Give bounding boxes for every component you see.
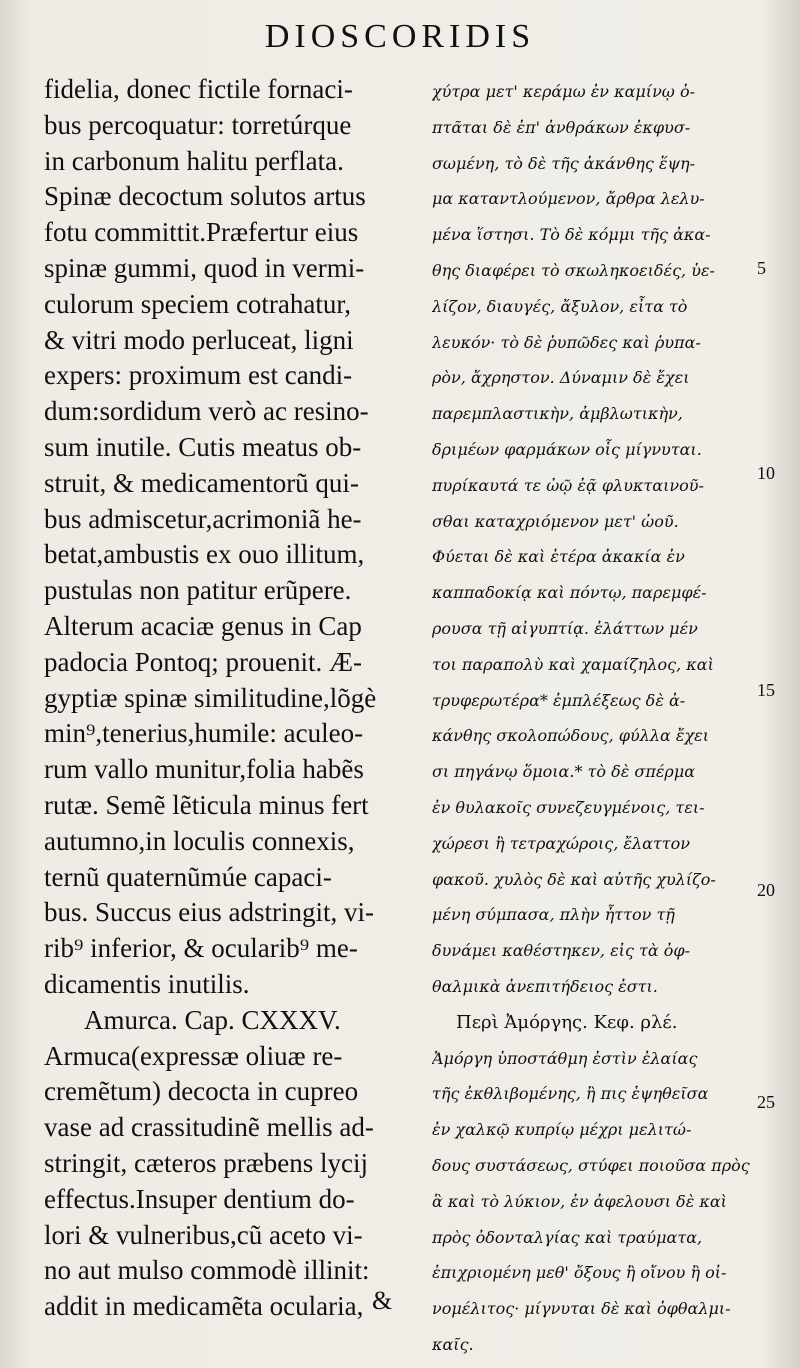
line-number: 15 [757,680,775,700]
latin-text-line: culorum speciem cotrahatur, [44,288,352,319]
greek-text-line: μένη σύμπασα, πλὴν ἧττον τῇ [432,905,675,925]
greek-text-line: σθαι καταχριόμενον μετ' ὠοῦ. [432,511,679,531]
latin-section-heading: Amurca. Cap. CXXXV. [84,1004,341,1035]
greek-section-heading: Περὶ Ἀμόργης. Κεφ. ρλέ. [456,1011,678,1033]
greek-text-line: κάνθης σκολοπώδους, φύλλα ἔχει [432,726,710,746]
latin-text-line: bus admiscetur,acrimoniã he- [44,503,362,534]
greek-text-line: δους συστάσεως, στύφει ποιοῦσα πρὸς [432,1155,750,1175]
greek-text-line: λευκόν· τὸ δὲ ῥυπῶδες καὶ ῥυπα- [432,332,701,352]
latin-text-line: & vitri modo perluceat, ligni [44,324,354,355]
latin-text-line: betat,ambustis ex ouo illitum, [44,539,365,570]
greek-text-line: ρουσα τῇ αἰγυπτίᾳ. ἐλάττων μέν [432,618,698,638]
greek-text-line: τοι παραπολὺ καὶ χαμαίζηλος, καὶ [432,654,714,674]
greek-text-line: φακοῦ. χυλὸς δὲ καὶ αὐτῆς χυλίζο- [432,869,716,889]
latin-text-line: cremẽtum) decocta in cupreo [44,1076,359,1107]
latin-text-line: addit in medicamẽta ocularia, [44,1291,364,1322]
latin-text-line: struit, & medicamentorũ qui- [44,467,359,498]
greek-text-line: χώρεσι ἢ τετραχώροις, ἔλαττον [432,833,690,853]
greek-text-line: μένα ἵστησι. Τὸ δὲ κόμμι τῆς ἀκα- [432,225,711,245]
latin-text-line: autumno,in loculis connexis, [44,825,355,856]
greek-text-line: σι πηγάνῳ ὅμοια.* τὸ δὲ σπέρμα [432,762,696,782]
latin-text-line: fotu committit.Præfertur eius [44,217,359,248]
greek-text-line: καππαδοκίᾳ καὶ πόντῳ, παρεμφέ- [432,583,707,603]
greek-text-line: λίζον, διαυγές, ἄξυλον, εἶτα τὸ [432,296,688,316]
latin-text-line: Armuca(expressæ oliuæ re- [44,1040,343,1071]
latin-text-line: dum:sordidum verò ac resino- [44,396,369,427]
latin-text-line: dicamentis inutilis. [44,968,250,999]
greek-text-line: πρὸς ὀδονταλγίας καὶ τραύματα, [432,1227,703,1247]
line-number: 25 [757,1092,775,1112]
latin-text-line: padocia Pontoq; prouenit. Æ- [44,646,362,677]
greek-text-line: ἐν θυλακοῖς συνεζευγμένοις, τει- [432,797,705,817]
latin-text-line: expers: proximum est candi- [44,360,353,391]
line-number: 5 [757,258,766,278]
latin-text-line: Spinæ decoctum solutos artus [44,181,366,212]
greek-text-line: ρὸν, ἄχρηστον. Δύναμιν δὲ ἔχει [432,368,690,388]
latin-text-line: rum vallo munitur,folia habẽs [44,754,364,785]
greek-text-line: καῖς. [432,1334,474,1354]
greek-column [432,74,750,1363]
greek-text-line: παρεμπλαστικὴν, ἀμβλωτικὴν, [432,404,683,424]
greek-text-line: τρυφερωτέρα* ἐμπλέξεως δὲ ἀ- [432,690,686,710]
latin-text-line: fidelia, donec fictile fornaci- [44,74,353,104]
greek-text-line: θαλμικὰ ἀνεπιτήδειος ἐστι. [432,976,658,996]
greek-text-line: Φύεται δὲ καὶ ἑτέρα ἀκακία ἐν [432,547,685,567]
greek-text-line: μα καταντλούμενον, ἄρθρα λελυ- [432,189,705,209]
greek-text-line: νομέλιτος· μίγνυται δὲ καὶ ὀφθαλμι- [432,1299,731,1319]
greek-text-line: χύτρα μετ' κεράμω ἐν καμίνῳ ὀ- [432,82,695,101]
latin-text-line: pustulas non patitur erũpere. [44,575,352,606]
greek-text-line: δριμέων φαρμάκων οἷς μίγνυται. [432,439,702,459]
latin-text-line: min⁹,tenerius,humile: aculeo- [44,718,364,749]
latin-text-line: vase ad crassitudinẽ mellis ad- [44,1112,374,1143]
latin-text-line: Alterum acaciæ genus in Cap [44,610,362,641]
latin-text-line: bus percoquatur: torretúrque [44,109,352,140]
greek-text-line: σωμένη, τὸ δὲ τῆς ἀκάνθης ἕψη- [432,153,696,173]
greek-text-line: Ἀμόργη ὑποστάθμη ἐστὶν ἐλαίας [432,1048,698,1068]
latin-text-line: ternũ quaternũmúe capaci- [44,861,332,892]
greek-text-line: πτᾶται δὲ ἐπ' ἀνθράκων ἐκφυσ- [432,117,691,137]
greek-text-line: ἐπιχριομένη μεθ' ὄξους ἢ οἴνου ἢ οἰ- [432,1263,727,1283]
latin-column [44,72,419,1325]
latin-text-line: gyptiæ spinæ similitudine,lõgè [44,682,377,713]
latin-text-line: rutæ. Semẽ lẽticula minus fert [44,789,369,820]
greek-text-line: θης διαφέρει τὸ σκωληκοειδές, ὑε- [432,260,715,280]
running-head: DIOSCORIDIS [264,18,536,55]
greek-text-line: ἐν χαλκῷ κυπρίῳ μέχρι μελιτώ- [432,1120,692,1140]
latin-text-line: sum inutile. Cutis meatus ob- [44,431,362,462]
greek-text-line: δυνάμει καθέστηκεν, εἰς τὰ ὀφ- [432,941,690,961]
latin-text-line: effectus.Insuper dentium do- [44,1183,355,1214]
latin-text-line: rib⁹ inferior, & ocularib⁹ me- [44,933,358,964]
line-number: 10 [757,463,775,483]
latin-text-line: in carbonum halitu perflata. [44,145,344,176]
latin-text-line: no aut mulso commodè illinit: [44,1255,370,1286]
line-number: 20 [757,880,775,900]
latin-text-line: stringit, cæteros præbens lycij [44,1147,368,1178]
greek-text-line: ἃ καὶ τὸ λύκιον, ἐν ἀφελουσι δὲ καὶ [432,1191,727,1211]
latin-text-line: lori & vulneribus,cũ aceto vi- [44,1219,363,1250]
catchword: & [372,1286,393,1315]
greek-text-line: τῆς ἐκθλιβομένης, ἣ πις ἑψηθεῖσα [432,1084,709,1104]
latin-text-line: bus. Succus eius adstringit, vi- [44,897,374,928]
latin-text-line: spinæ gummi, quod in vermi- [44,252,365,283]
greek-text-line: πυρίκαυτά τε ὠῷ ἐᾷ φλυκταινοῦ- [432,475,704,495]
